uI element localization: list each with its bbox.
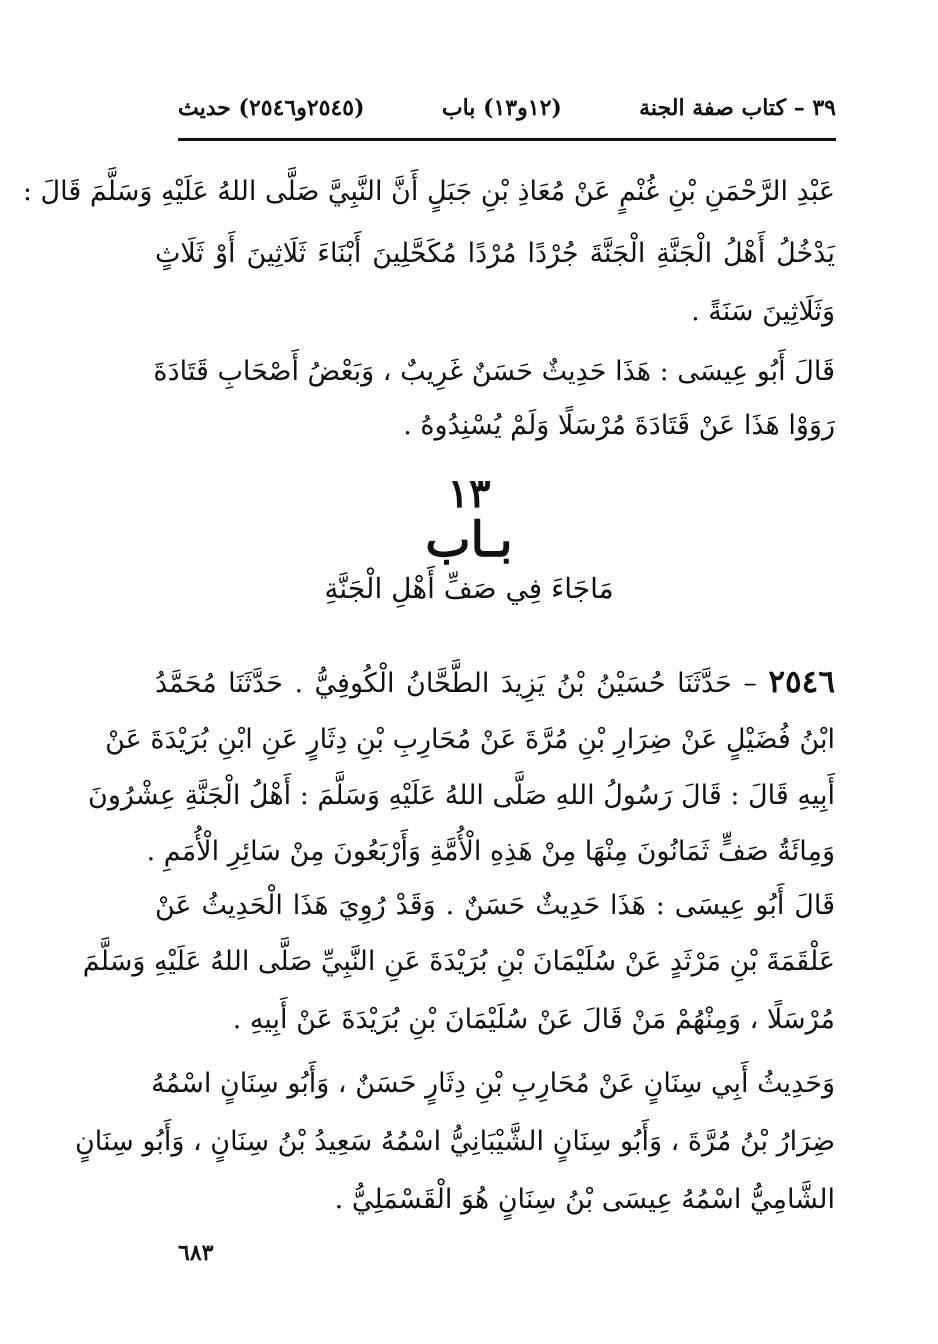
text-line: وَثَلَاثِينَ سَنَةً . [691,296,835,327]
section-title: بـاب [425,512,513,568]
header-rule [178,138,836,141]
text-line: وَحَدِيثُ أَبِي سِنَانٍ عَنْ مُحَارِبِ بْنِ دِثَارٍ حَسَنٌ ، وَأَبُو سِنَانٍ اسْمُهُ [151,1068,835,1099]
running-header [178,88,836,128]
text-line: عَبْدِ الرَّحْمَنِ بْنِ غُنْمٍ عَنْ مُعَاذِ بْنِ جَبَلٍ أَنَّ النَّبِيَّ صَلَّى اللهُ عَلَيْهِ وَسَلَّمَ قَالَ : [22,176,835,207]
hadith-number: ٢٥٤٦ [768,664,835,700]
text-line: وَمِائَةُ صَفٍّ ثَمَانُونَ مِنْهَا مِنْ هَذِهِ الْأُمَّةِ وَأَرْبَعُونَ مِنْ سَائِرِ الْأُمَمِ . [146,836,835,867]
section-subtitle: مَاجَاءَ فِي صَفِّ أَهْلِ الْجَنَّةِ [324,572,614,605]
header-chapter: ٣٩ – كتاب صفة الجنة [639,95,836,121]
hadith-first-line [155,660,835,706]
text-line: عَلْقَمَةَ بْنِ مَرْثَدٍ عَنْ سُلَيْمَانَ بْنِ بُرَيْدَةَ عَنِ النَّبِيِّ صَلَّى اللهُ عَلَيْهِ وَسَلَّمَ [82,946,835,977]
text-line: الشَّامِيُّ اسْمُهُ عِيسَى بْنُ سِنَانٍ هُوَ الْقَسْمَلِيُّ . [334,1184,835,1215]
section-number: ١٣ [447,470,491,517]
header-chapters-range: (١٢و١٣) باب [441,95,562,121]
text-line: قَالَ أَبُو عِيسَى : هَذَا حَدِيثٌ حَسَنٌ غَرِيبٌ ، وَبَعْضُ أَصْحَابِ قَتَادَةَ [153,356,835,387]
text-line: مُرْسَلًا ، وَمِنْهُمْ مَنْ قَالَ عَنْ سُلَيْمَانَ بْنِ بُرَيْدَةَ عَنْ أَبِيهِ . [232,1004,835,1035]
text-line: قَالَ أَبُو عِيسَى : هَذَا حَدِيثٌ حَسَنٌ . وَقَدْ رُوِيَ هَذَا الْحَدِيثُ عَنْ [155,890,835,921]
text-line: أَبِيهِ قَالَ : قَالَ رَسُولُ اللهِ صَلَّى اللهُ عَلَيْهِ وَسَلَّمَ : أَهْلُ الْجَنَّةِ عِشْرُونَ [88,780,835,811]
text-line: ضِرَارُ بْنُ مُرَّةَ ، وَأَبُو سِنَانٍ الشَّيْبَانِيُّ اسْمُهُ سَعِيدُ بْنُ سِنَانٍ ، وَأَبُو سِنَانٍ [74,1126,835,1157]
hadith-line: – حَدَّثَنَا حُسَيْنُ بْنُ يَزِيدَ الطَّحَّانُ الْكُوفِيُّ . حَدَّثَنَا مُحَمَّدُ [155,668,757,699]
text-line: يَدْخُلُ أَهْلُ الْجَنَّةِ الْجَنَّةَ جُرْدًا مُرْدًا مُكَحَّلِينَ أَبْنَاءَ ثَلَاثِينَ أَوْ ثَلَاثٍ [155,238,835,269]
header-hadith-range: (٢٥٤٥و٢٥٤٦) حديث [178,95,365,121]
text-line: رَوَوْا هَذَا عَنْ قَتَادَةَ مُرْسَلًا وَلَمْ يُسْنِدُوهُ . [403,410,835,441]
page-number: ٦٨٣ [178,1240,214,1266]
text-line: ابْنُ فُضَيْلٍ عَنْ ضِرَارِ بْنِ مُرَّةَ عَنْ مُحَارِبِ بْنِ دِثَارٍ عَنِ ابْنِ بُرَيْدَةَ عَنْ [105,724,835,755]
